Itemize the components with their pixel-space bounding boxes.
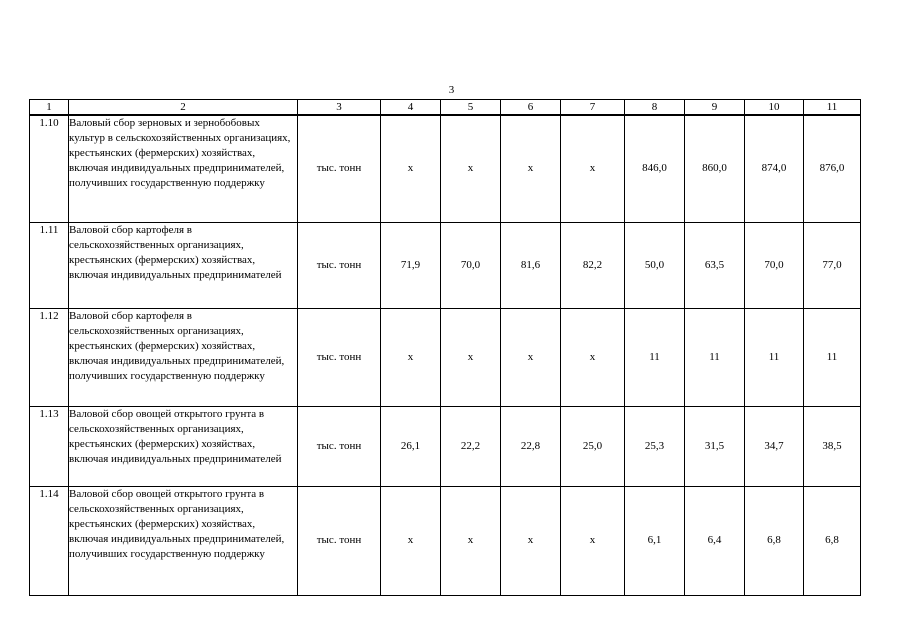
column-header: 10 [745, 100, 804, 116]
value-cell: 876,0 [804, 115, 861, 222]
indicator-name: Валовой сбор картофеля в сельскохозяйственных организациях, крестьянских (фермерских) хозяйствах, включая индивидуальных предпринимателей [69, 222, 298, 308]
table-row [30, 406, 861, 486]
indicator-table [29, 99, 861, 596]
value-cell: 11 [685, 308, 745, 406]
value-cell: х [561, 308, 625, 406]
value-cell: 22,2 [441, 406, 501, 486]
row-number: 1.13 [30, 406, 69, 486]
column-header: 1 [30, 100, 69, 116]
indicator-name: Валовой сбор картофеля в сельскохозяйственных организациях, крестьянских (фермерских) хозяйствах, включая индивидуальных предпринимателей, получивших государственную поддержку [69, 308, 298, 406]
value-cell: х [381, 115, 441, 222]
column-header: 11 [804, 100, 861, 116]
indicator-name: Валовый сбор зерновых и зернобобовых культур в сельскохозяйственных организациях, крестьянских (фермерских) хозяйствах, включая индивидуальных предпринимателей, получивших государственную поддержку [69, 115, 298, 222]
column-header: 5 [441, 100, 501, 116]
value-cell: 860,0 [685, 115, 745, 222]
column-header: 6 [501, 100, 561, 116]
table-row [30, 486, 861, 595]
value-cell: х [561, 115, 625, 222]
indicator-name: Валовой сбор овощей открытого грунта в сельскохозяйственных организациях, крестьянских (фермерских) хозяйствах, включая индивидуальных предпринимателей, получивших государственную поддержку [69, 486, 298, 595]
value-cell: 874,0 [745, 115, 804, 222]
unit-cell: тыс. тонн [298, 486, 381, 595]
value-cell: 70,0 [745, 222, 804, 308]
value-cell: х [441, 115, 501, 222]
value-cell: х [381, 308, 441, 406]
value-cell: 6,4 [685, 486, 745, 595]
value-cell: 71,9 [381, 222, 441, 308]
table-row [30, 115, 861, 222]
column-header: 9 [685, 100, 745, 116]
column-header: 8 [625, 100, 685, 116]
value-cell: 82,2 [561, 222, 625, 308]
value-cell: 11 [625, 308, 685, 406]
value-cell: х [501, 486, 561, 595]
column-header: 7 [561, 100, 625, 116]
column-number-row [30, 100, 861, 116]
value-cell: 50,0 [625, 222, 685, 308]
row-number: 1.12 [30, 308, 69, 406]
value-cell: 34,7 [745, 406, 804, 486]
value-cell: 38,5 [804, 406, 861, 486]
row-number: 1.10 [30, 115, 69, 222]
table-row [30, 308, 861, 406]
row-number: 1.11 [30, 222, 69, 308]
value-cell: 31,5 [685, 406, 745, 486]
column-header: 3 [298, 100, 381, 116]
value-cell: х [501, 308, 561, 406]
value-cell: 846,0 [625, 115, 685, 222]
value-cell: х [501, 115, 561, 222]
indicator-name: Валовой сбор овощей открытого грунта в сельскохозяйственных организациях, крестьянских (фермерских) хозяйствах, включая индивидуальных предпринимателей [69, 406, 298, 486]
value-cell: 81,6 [501, 222, 561, 308]
value-cell: 25,0 [561, 406, 625, 486]
value-cell: 6,1 [625, 486, 685, 595]
value-cell: 77,0 [804, 222, 861, 308]
value-cell: 11 [745, 308, 804, 406]
value-cell: х [441, 308, 501, 406]
value-cell: 25,3 [625, 406, 685, 486]
value-cell: х [441, 486, 501, 595]
value-cell: 11 [804, 308, 861, 406]
column-header: 2 [69, 100, 298, 116]
unit-cell: тыс. тонн [298, 406, 381, 486]
page-number: 3 [448, 84, 455, 96]
column-header: 4 [381, 100, 441, 116]
unit-cell: тыс. тонн [298, 115, 381, 222]
unit-cell: тыс. тонн [298, 308, 381, 406]
unit-cell: тыс. тонн [298, 222, 381, 308]
value-cell: х [561, 486, 625, 595]
value-cell: 22,8 [501, 406, 561, 486]
value-cell: 70,0 [441, 222, 501, 308]
value-cell: х [381, 486, 441, 595]
value-cell: 26,1 [381, 406, 441, 486]
value-cell: 63,5 [685, 222, 745, 308]
value-cell: 6,8 [745, 486, 804, 595]
value-cell: 6,8 [804, 486, 861, 595]
table-row [30, 222, 861, 308]
row-number: 1.14 [30, 486, 69, 595]
